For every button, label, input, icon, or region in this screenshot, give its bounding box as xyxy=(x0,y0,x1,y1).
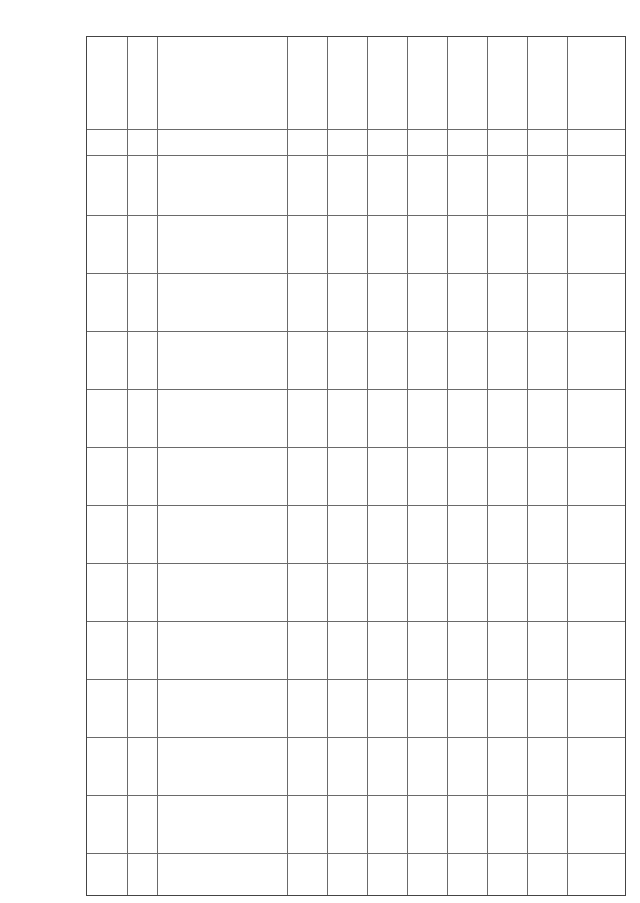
table-column-divider xyxy=(527,37,528,895)
table-row-divider xyxy=(87,155,625,156)
table-row-divider xyxy=(87,621,625,622)
table-row-divider xyxy=(87,447,625,448)
table-row-divider xyxy=(87,129,625,130)
table-row-divider xyxy=(87,331,625,332)
table-column-divider xyxy=(287,37,288,895)
table-row-divider xyxy=(87,215,625,216)
table-column-divider xyxy=(567,37,568,895)
indicator-table xyxy=(86,36,626,896)
table-row-divider xyxy=(87,273,625,274)
table-row-divider xyxy=(87,389,625,390)
table-column-divider xyxy=(327,37,328,895)
table-row-divider xyxy=(87,505,625,506)
table-row-divider xyxy=(87,679,625,680)
table-column-divider xyxy=(367,37,368,895)
table-row-divider xyxy=(87,737,625,738)
table-row-divider xyxy=(87,795,625,796)
table-row-divider xyxy=(87,853,625,854)
table-row-divider xyxy=(87,563,625,564)
table-column-divider xyxy=(487,37,488,895)
table-column-divider xyxy=(127,37,128,895)
table-column-divider xyxy=(407,37,408,895)
table-column-divider xyxy=(447,37,448,895)
table-column-divider xyxy=(157,37,158,895)
